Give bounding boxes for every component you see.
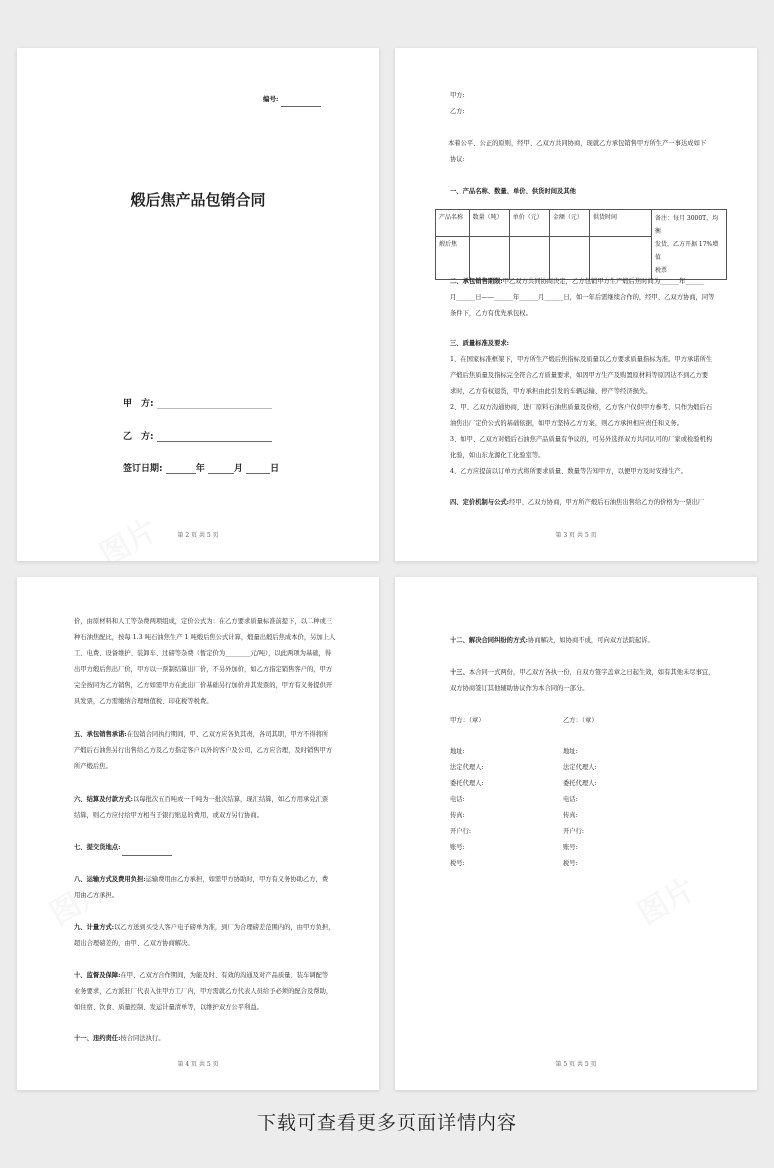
table-cell: 煅后焦 bbox=[436, 237, 470, 280]
party-b-line bbox=[123, 429, 272, 442]
section-8-line bbox=[74, 872, 328, 888]
section-2-text: 甲乙双方共同协商决定，乙方包销甲方生产煅后焦时间为______年______ bbox=[502, 278, 705, 285]
section-3-line: 求时，乙方有权退货，甲方承担由此引发的车辆运输、停产等经济损失。 bbox=[450, 388, 652, 395]
party-b-seal: 乙方：（章） bbox=[563, 717, 598, 724]
party-b-field: 传真: bbox=[563, 812, 578, 819]
pricing-line: 具发票，乙方需缴纳合理增值税、印花税等税费。 bbox=[74, 698, 213, 705]
section-3-line: 3、如甲、乙双方对煅后石油焦产品质量有争议的，可另外选择双方共同认可的厂家或检验机构 bbox=[450, 436, 713, 443]
delivery-blank bbox=[122, 848, 172, 856]
section-8-heading: 八、运输方式及费用负担: bbox=[74, 876, 146, 883]
download-prompt[interactable]: 下载可查看更多页面详情内容 bbox=[256, 1112, 517, 1134]
section-6-line bbox=[74, 792, 328, 808]
table-note-line: 发货，乙方开据 17%增值 bbox=[655, 241, 719, 261]
page-number: 第 4 页 共 5 页 bbox=[177, 1061, 219, 1068]
table-header: 供货时间 bbox=[590, 210, 652, 237]
section-10-line: 如住宿、饮食、质量控制、发运计量清单等，以维护双方公平利益。 bbox=[74, 1004, 263, 1011]
party-a-text: 甲方: bbox=[450, 92, 465, 99]
pricing-line: 工、电费、设备维护、装卸车、过磅等杂费（暂定价为________元/吨），以此两项为基础，得 bbox=[74, 650, 332, 657]
section-7-heading: 七、提交货地点: bbox=[74, 844, 121, 851]
section-5-line: 产煅后石油焦另行出售给乙方及乙方指定客户以外的客户及公司，乙方应合理，及时销售甲方 bbox=[74, 747, 333, 754]
section-12-line bbox=[450, 633, 654, 649]
section-3-line: 化验，如山东龙源化工化验室等。 bbox=[450, 452, 545, 459]
party-a-field: 传真: bbox=[450, 812, 465, 819]
party-a-line bbox=[123, 396, 272, 409]
pricing-line: 出甲方煅后焦出厂价，甲方以一票制结算出厂价，不另外加价，如乙方指定销售客户的，甲方 bbox=[74, 666, 333, 673]
year-blank bbox=[166, 464, 196, 474]
party-a-seal: 甲方：（章） bbox=[450, 717, 485, 724]
party-a-field: 委托代理人: bbox=[450, 780, 484, 787]
section-2-line-2: 月______日——______年______月______日，如一年后需继续合作的，经甲、乙双方协商，同等 bbox=[450, 294, 715, 301]
party-a-blank bbox=[157, 399, 272, 409]
section-5-line: 所产煅后焦。 bbox=[74, 763, 112, 770]
table-header: 金额（元） bbox=[549, 210, 589, 237]
section-3-line: 油焦出厂定价公式的基础依据，如甲方坚持乙方方案，则乙方承担相应责任和义务。 bbox=[450, 420, 683, 427]
section-2-line-3: 条件下，乙方有优先承包权。 bbox=[450, 310, 532, 317]
section-12-text: 协商解决，如协商不成，可向双方法院起诉。 bbox=[527, 637, 654, 644]
day-label: 日 bbox=[270, 464, 280, 474]
section-9-line: 超出合理磅差的，由甲、乙双方协商解决。 bbox=[74, 940, 194, 947]
party-a-field: 税号: bbox=[450, 860, 465, 867]
section-9-line bbox=[74, 920, 335, 936]
party-b-field: 委托代理人: bbox=[563, 780, 597, 787]
section-6-text: 以每批次五百吨或一千吨为一批次结算，现汇结算，如乙方用承兑汇票 bbox=[133, 796, 329, 803]
pricing-line: 种石油焦配比，按每 1.3 吨石油焦生产 1 吨煅后焦公式计算，煅量出煅后焦成本价，另加上人 bbox=[74, 634, 336, 641]
table-header: 产品名称 bbox=[436, 210, 470, 237]
section-3-line: 2、甲、乙双方沟通协商，进厂原料石油焦质量及价格，乙方客户仅供甲方参考，只作为煅后石 bbox=[450, 404, 713, 411]
page-number: 第 5 页 共 5 页 bbox=[555, 1061, 597, 1068]
section-8-line: 用由乙方承担。 bbox=[74, 892, 119, 899]
section-2-line-1 bbox=[450, 274, 704, 290]
sign-date-label: 签订日期: bbox=[123, 464, 163, 474]
page-4 bbox=[17, 577, 379, 1090]
party-b-field: 地址: bbox=[563, 748, 578, 755]
table-header: 数量（吨） bbox=[469, 210, 509, 237]
section-13-line bbox=[450, 665, 714, 681]
table-note-cell bbox=[652, 210, 727, 280]
section-13-line: 双方协商签订其他辅助协议作为本合同的一部分。 bbox=[450, 685, 589, 692]
sign-date-line bbox=[123, 461, 279, 474]
party-b-field: 电话: bbox=[563, 796, 578, 803]
intro-line-2: 协议: bbox=[450, 156, 465, 163]
contract-number bbox=[263, 91, 321, 107]
section-4-text: 经甲、乙双方协商，甲方所产煅后石油焦出售给乙方的价格为一票出厂 bbox=[509, 499, 705, 506]
section-11-text: 按合同法执行。 bbox=[120, 1035, 165, 1042]
month-label: 月 bbox=[233, 464, 243, 474]
page-2 bbox=[17, 48, 379, 561]
day-blank bbox=[246, 464, 270, 474]
section-7-line bbox=[74, 840, 172, 856]
table-header-row bbox=[436, 210, 727, 237]
party-b-blank bbox=[157, 432, 272, 442]
party-a-field: 开户行: bbox=[450, 828, 472, 835]
section-11-heading: 十一、违约责任: bbox=[74, 1035, 121, 1042]
section-5-heading: 五、承包销售承诺: bbox=[74, 731, 127, 738]
section-3-line: 产煅后焦质量及指标完全符合乙方质量要求，如因甲方生产及购置原材料等原因达不到乙方要 bbox=[450, 372, 709, 379]
product-table bbox=[435, 209, 727, 280]
section-4-line bbox=[450, 495, 704, 511]
section-9-heading: 九、计量方式: bbox=[74, 924, 115, 931]
contract-title: 煅后焦产品包销合同 bbox=[130, 191, 266, 209]
party-b-field: 税号: bbox=[563, 860, 578, 867]
section-1-heading: 一、产品名称、数量、单价、供货时间及其他 bbox=[450, 188, 576, 195]
section-11-line bbox=[74, 1031, 164, 1047]
section-10-line: 业务要求，乙方派驻厂代表入住甲方工厂内，甲方需就乙方代表人员给予必须的配合及帮助， bbox=[74, 988, 333, 995]
table-note-line: 备注：每月 3000T，均衡 bbox=[655, 215, 719, 235]
page-number: 第 3 页 共 5 页 bbox=[555, 532, 597, 539]
section-6-line: 结算，则乙方应付给甲方相当于银行贴息的费用，或双方另行协商。 bbox=[74, 812, 263, 819]
party-b-field: 开户行: bbox=[563, 828, 585, 835]
party-b-label: 乙 方: bbox=[123, 432, 154, 442]
page-5 bbox=[395, 577, 757, 1090]
party-b-text: 乙方: bbox=[450, 108, 465, 115]
section-3-line: 1、在国家标准框架下，甲方所生产煅后焦指标及质量以乙方要求质量指标为准。甲方承诺所生 bbox=[450, 356, 713, 363]
section-2-heading: 二、承包销售期限: bbox=[450, 278, 503, 285]
number-label: 编号: bbox=[263, 95, 279, 103]
party-a-field: 电话: bbox=[450, 796, 465, 803]
page-number: 第 2 页 共 5 页 bbox=[177, 532, 219, 539]
month-blank bbox=[208, 464, 234, 474]
section-12-heading: 十二、解决合同纠纷的方式: bbox=[450, 637, 528, 644]
watermark bbox=[628, 865, 702, 933]
section-13-text: 本合同一式两份，甲乙双方各执一份，自双方签字盖章之日起生效，如有其他未尽事宜， bbox=[468, 669, 715, 676]
pricing-line: 价，由原材料和人工等杂费两项组成，定价公式为：在乙方要求质量标准前提下，以二种或三 bbox=[74, 618, 333, 625]
section-8-text: 运输费用由乙方承担，如需甲方协助时，甲方有义务协助乙方，费 bbox=[145, 876, 329, 883]
party-a-field: 账号: bbox=[450, 844, 465, 851]
table-note-line: 税票 bbox=[655, 267, 668, 274]
intro-line-1: 本着公平、公正的原则，经甲、乙双方共同协商，现就乙方承包销售甲方所生产一事达成如下 bbox=[448, 140, 707, 147]
page-3 bbox=[395, 48, 757, 561]
party-a-label: 甲 方: bbox=[123, 399, 154, 409]
section-10-text: 在甲、乙双方合作期间，为能及时、有效的沟通及对产品质量、装车调配等 bbox=[120, 972, 329, 979]
section-4-heading: 四、定价机制与公式: bbox=[450, 499, 509, 506]
pricing-line: 完全按同为乙方销售，乙方如需甲方在此出厂价基础另行加价并其发票的，甲方有义务提供开 bbox=[74, 682, 333, 689]
section-10-line bbox=[74, 968, 328, 984]
section-3-heading: 三、质量标准及要求: bbox=[450, 340, 509, 347]
section-9-text: 以乙方送到买受人客户电子磅单为准，到厂为合理磅差范围内的，由甲方负担， bbox=[114, 924, 335, 931]
number-blank bbox=[281, 97, 321, 107]
section-6-heading: 六、结算及付款方式: bbox=[74, 796, 133, 803]
section-3-line: 4、乙方应提前以订单方式将所要求质量、数量等告知甲方，以便甲方及时安排生产。 bbox=[450, 468, 687, 475]
party-a-field: 法定代理人: bbox=[450, 764, 484, 771]
year-label: 年 bbox=[195, 464, 205, 474]
party-b-field: 账号: bbox=[563, 844, 578, 851]
section-10-heading: 十、监督及保障: bbox=[74, 972, 121, 979]
section-13-heading: 十三、 bbox=[450, 669, 469, 676]
section-5-line bbox=[74, 727, 328, 743]
table-header: 单价（元） bbox=[509, 210, 549, 237]
section-5-text: 在包销合同执行期间，甲、乙双方应各负其责，各司其职，甲方不得将所 bbox=[126, 731, 329, 738]
party-a-field: 地址: bbox=[450, 748, 465, 755]
party-b-field: 法定代理人: bbox=[563, 764, 597, 771]
